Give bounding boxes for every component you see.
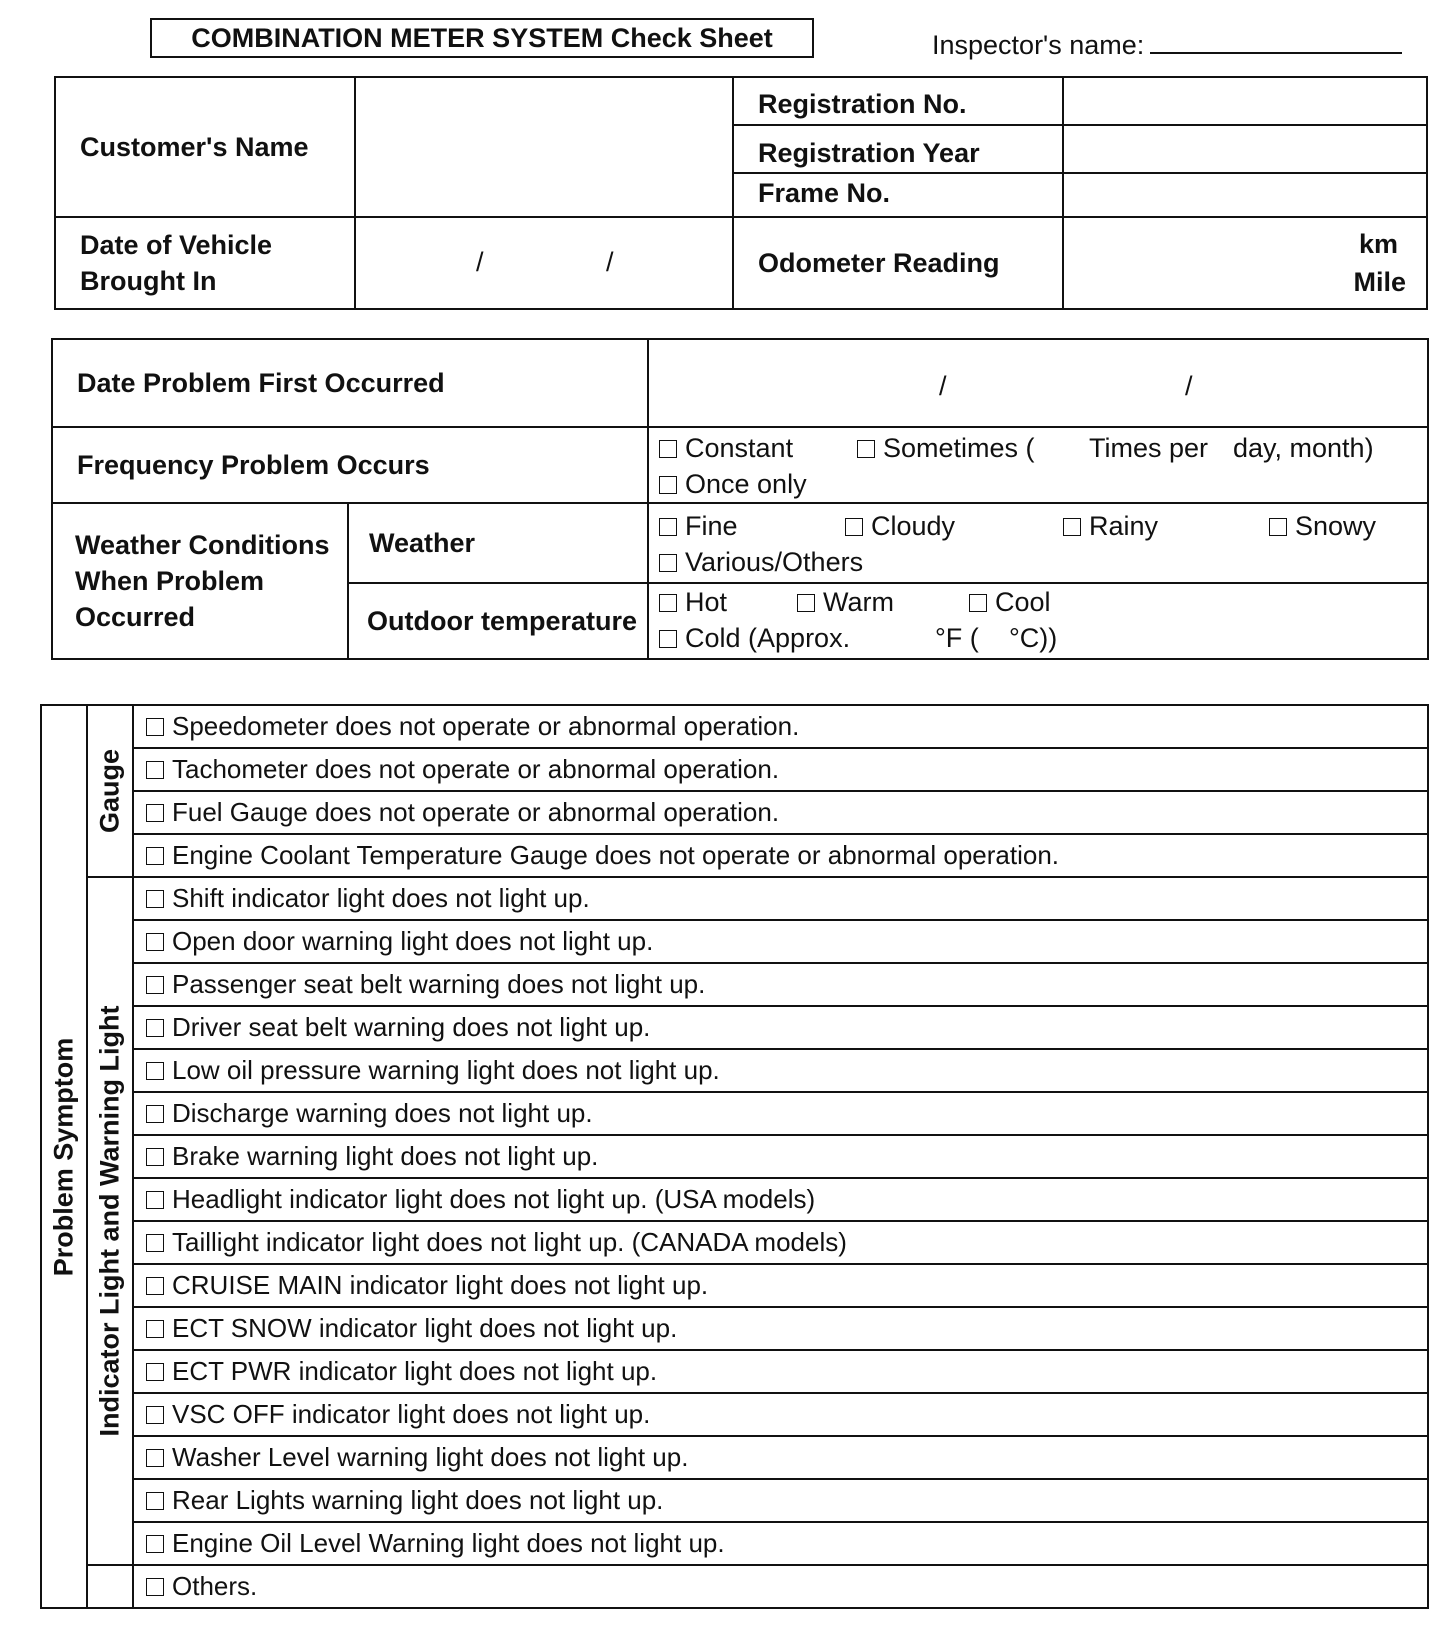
symptom-item[interactable]: Shift indicator light does not light up.: [133, 877, 1428, 920]
checkbox-icon[interactable]: [969, 594, 987, 612]
freq-day-month-text: day, month): [1233, 433, 1374, 463]
symptom-item[interactable]: ECT PWR indicator light does not light up.: [133, 1350, 1428, 1393]
weather-conditions-label: Weather Conditions When Problem Occurred: [52, 503, 348, 659]
checkbox-icon[interactable]: [659, 440, 677, 458]
frequency-label: Frequency Problem Occurs: [52, 427, 648, 503]
checkbox-icon[interactable]: [146, 1449, 164, 1467]
weather-various-option[interactable]: Various/Others: [659, 547, 863, 578]
others-spacer: [87, 1565, 133, 1608]
registration-year-label: Registration Year: [733, 125, 1063, 173]
checkbox-icon[interactable]: [146, 976, 164, 994]
checkbox-icon[interactable]: [1063, 518, 1081, 536]
checkbox-icon[interactable]: [146, 1191, 164, 1209]
checkbox-icon[interactable]: [146, 890, 164, 908]
symptom-item[interactable]: Taillight indicator light does not light up. (CANADA models): [133, 1221, 1428, 1264]
checkbox-icon[interactable]: [146, 718, 164, 736]
checkbox-icon[interactable]: [146, 847, 164, 865]
inspector-label: Inspector's name:: [932, 30, 1145, 60]
problem-symptom-table: [40, 704, 1429, 1609]
checkbox-icon[interactable]: [857, 440, 875, 458]
checkbox-icon[interactable]: [659, 594, 677, 612]
checkbox-icon[interactable]: [146, 1234, 164, 1252]
symptom-item[interactable]: Discharge warning does not light up.: [133, 1092, 1428, 1135]
checkbox-icon[interactable]: [146, 1492, 164, 1510]
inspector-name: [932, 30, 1402, 61]
checkbox-icon[interactable]: [797, 594, 815, 612]
mile-unit: Mile: [1353, 267, 1406, 297]
freq-times-per-text: Times per: [1089, 433, 1209, 463]
symptom-item[interactable]: Engine Coolant Temperature Gauge does not operate or abnormal operation.: [133, 834, 1428, 877]
date-brought-in-label: Date of Vehicle Brought In: [55, 217, 355, 309]
symptom-item[interactable]: Washer Level warning light does not light up.: [133, 1436, 1428, 1479]
frequency-options: [648, 427, 1428, 503]
gauge-label: Gauge: [87, 705, 133, 877]
symptom-item[interactable]: Headlight indicator light does not light up. (USA models): [133, 1178, 1428, 1221]
checkbox-icon[interactable]: [659, 554, 677, 572]
symptom-item[interactable]: Rear Lights warning light does not light up.: [133, 1479, 1428, 1522]
temp-cold-option[interactable]: Cold (Approx.: [659, 623, 850, 654]
symptom-item[interactable]: Speedometer does not operate or abnormal operation.: [133, 705, 1428, 748]
weather-fine-option[interactable]: Fine: [659, 511, 738, 542]
frame-no-label: Frame No.: [733, 173, 1063, 217]
checkbox-icon[interactable]: [146, 1277, 164, 1295]
checkbox-icon[interactable]: [146, 1406, 164, 1424]
outdoor-temperature-label: Outdoor temperature: [348, 583, 648, 659]
date-slash-1: /: [476, 247, 484, 277]
checkbox-icon[interactable]: [146, 1062, 164, 1080]
checkbox-icon[interactable]: [146, 761, 164, 779]
symptom-item[interactable]: Open door warning light does not light up.: [133, 920, 1428, 963]
frame-no-field[interactable]: [1063, 173, 1427, 217]
symptom-item[interactable]: Low oil pressure warning light does not light up.: [133, 1049, 1428, 1092]
temp-hot-option[interactable]: Hot: [659, 587, 727, 618]
checkbox-icon[interactable]: [146, 1105, 164, 1123]
symptom-item[interactable]: Brake warning light does not light up.: [133, 1135, 1428, 1178]
symptom-item[interactable]: VSC OFF indicator light does not light up.: [133, 1393, 1428, 1436]
registration-no-field[interactable]: [1063, 77, 1427, 125]
customer-name-field[interactable]: [355, 77, 733, 217]
freq-once-option[interactable]: Once only: [659, 469, 807, 500]
weather-rainy-option[interactable]: Rainy: [1063, 511, 1158, 542]
checkbox-icon[interactable]: [146, 1019, 164, 1037]
checkbox-icon[interactable]: [146, 1578, 164, 1596]
symptom-item[interactable]: Fuel Gauge does not operate or abnormal operation.: [133, 791, 1428, 834]
checkbox-icon[interactable]: [659, 630, 677, 648]
date-slash-2: /: [606, 247, 614, 277]
temp-cool-option[interactable]: Cool: [969, 587, 1051, 618]
symptom-item[interactable]: Driver seat belt warning does not light up.: [133, 1006, 1428, 1049]
checkbox-icon[interactable]: [659, 476, 677, 494]
problem-date-slash-2: /: [1185, 371, 1193, 401]
symptom-item[interactable]: Engine Oil Level Warning light does not light up.: [133, 1522, 1428, 1565]
symptom-item[interactable]: Passenger seat belt warning does not light up.: [133, 963, 1428, 1006]
problem-symptom-label: Problem Symptom: [41, 705, 87, 1608]
symptom-item-others[interactable]: Others.: [133, 1565, 1428, 1608]
date-brought-in-field[interactable]: [355, 217, 733, 309]
checkbox-icon[interactable]: [146, 933, 164, 951]
symptom-item[interactable]: Tachometer does not operate or abnormal operation.: [133, 748, 1428, 791]
registration-year-field[interactable]: [1063, 125, 1427, 173]
checkbox-icon[interactable]: [146, 1363, 164, 1381]
indicator-light-label: Indicator Light and Warning Light: [87, 877, 133, 1565]
inspector-name-field[interactable]: [1150, 32, 1402, 54]
temperature-options: [648, 583, 1428, 659]
weather-label: Weather: [348, 503, 648, 583]
temp-fahrenheit-text: °F (: [935, 623, 979, 653]
vehicle-info-table: [54, 76, 1428, 310]
date-first-label: Date Problem First Occurred: [52, 339, 648, 427]
freq-sometimes-option[interactable]: Sometimes (: [857, 433, 1035, 464]
odometer-field[interactable]: [1063, 217, 1427, 309]
registration-no-label: Registration No.: [733, 77, 1063, 125]
problem-date-slash-1: /: [939, 371, 947, 401]
checkbox-icon[interactable]: [1269, 518, 1287, 536]
page-title: COMBINATION METER SYSTEM Check Sheet: [150, 18, 814, 58]
weather-options: [648, 503, 1428, 583]
checkbox-icon[interactable]: [146, 804, 164, 822]
temp-celsius-text: °C)): [1009, 623, 1058, 653]
odometer-label: Odometer Reading: [733, 217, 1063, 309]
freq-constant-option[interactable]: Constant: [659, 433, 793, 464]
weather-snowy-option[interactable]: Snowy: [1269, 511, 1376, 542]
checkbox-icon[interactable]: [146, 1535, 164, 1553]
km-unit: km: [1358, 229, 1398, 259]
temp-warm-option[interactable]: Warm: [797, 587, 894, 618]
checkbox-icon[interactable]: [146, 1320, 164, 1338]
symptom-item[interactable]: ECT SNOW indicator light does not light up.: [133, 1307, 1428, 1350]
checkbox-icon[interactable]: [845, 518, 863, 536]
customer-name-label: Customer's Name: [55, 77, 355, 217]
checkbox-icon[interactable]: [146, 1148, 164, 1166]
problem-conditions-table: [51, 338, 1429, 660]
symptom-item[interactable]: CRUISE MAIN indicator light does not light up.: [133, 1264, 1428, 1307]
checkbox-icon[interactable]: [659, 518, 677, 536]
weather-cloudy-option[interactable]: Cloudy: [845, 511, 955, 542]
date-first-field[interactable]: [648, 339, 1428, 427]
